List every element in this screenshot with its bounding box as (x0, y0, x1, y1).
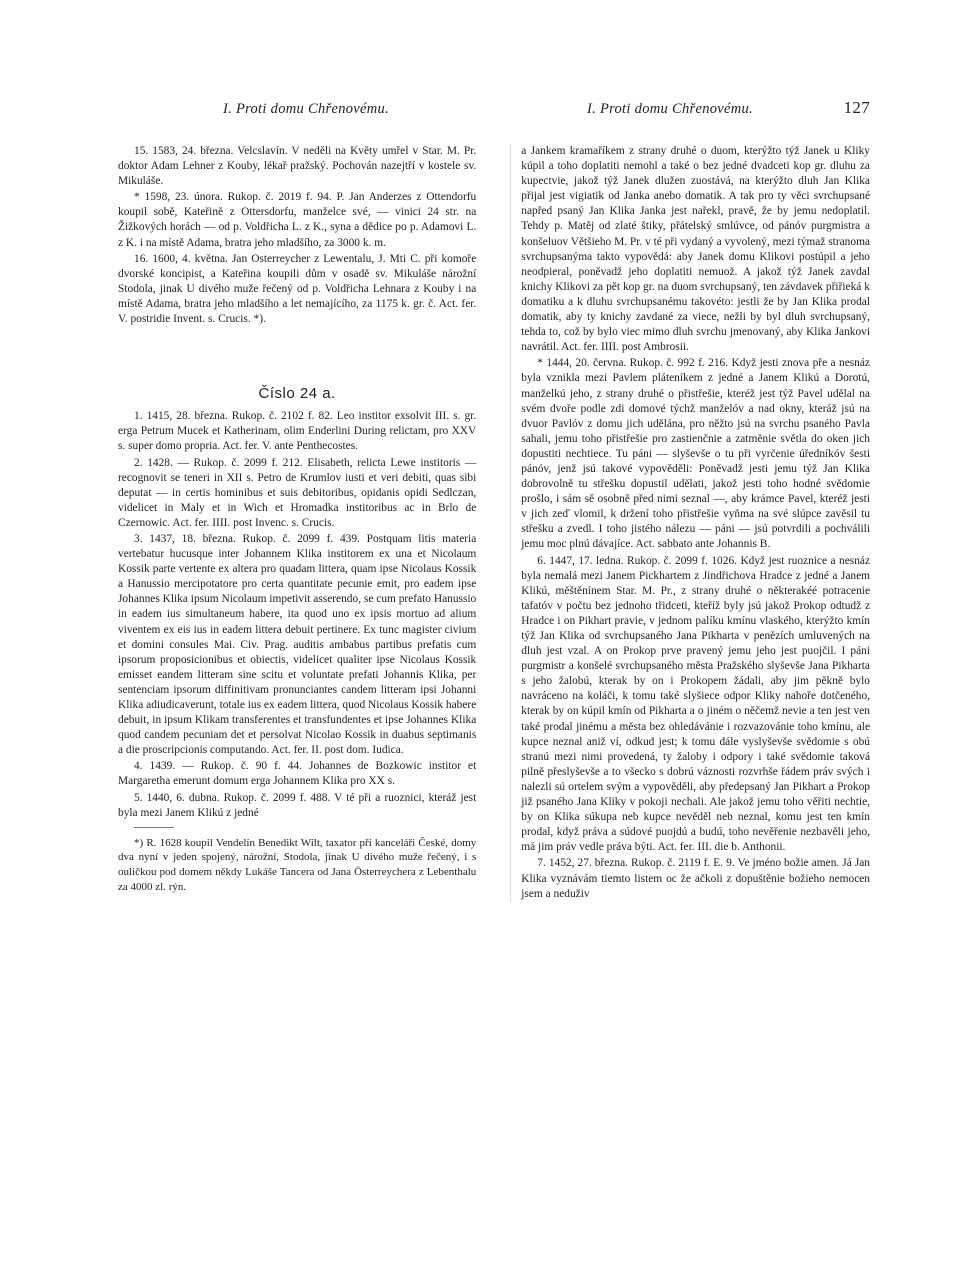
entry-5-continued: a Jankem kramaříkem z strany druhé o duom, kterýžto týž Janek u Kliky kúpil a toho doplatiti nemohl a také o bez jedné dvadceti kop gr. dluhu za kupectvie, jakož týž Janek dlužen zuostává, na kterýžto dluh Jan Klika přijal jest vigiatik od Janka anebo domatik. A tak pro ty věci svrchupsané napřed psaný Jan Klika Janka jest nařekl, pravě, že by jemu nedoplatil. Tehdy p. Matěj od zlaté štiky, přátelský smlúvce, od pánóv purgmistra a konšeluov Většieho M. Pr. v té při vydaný a vyvolený, mezi týmaž stranoma svrchupsanýma takto vypovědá: aby Janek domu Klikovi postúpil a jeho neodpieral, poněvadž jeho doplatiti nemuož. A jakož týž Janek zavdal knichy Klikovi za pět kop gr. na duom svrchupsaný, ten závdavek přiřieká k domatiku a k dluhu svrchupsanému takovéto: jestli že by Jan Klika prodal domatik, aby ty knichy zavdané za viece, nežli by byl dluh svrchupsaný, tehda to, což by bylo viec mimo dluh svrchu jmenovaný, aby Klika Jankovi navrátil. Act. fer. IIII. post Ambrosii. (521, 145, 870, 354)
running-title-right: I. Proti domu Chřenovému. (586, 101, 754, 117)
entry-3: 3. 1437, 18. března. Rukop. č. 2099 f. 439. Postquam litis materia vertebatur hucusque inter Johannem Klika institorem ex una et Nicolaum Kossik parte vertente ex altera pro quadam littera, quam ipse Nicolaus Kossik a Hanussio mercipotatore pro certa quantitate pecunie emit, pro eadem ipse Johannes Klika ipsum Nicolaum impetivit asserendo, se cum prefato Hanussio in eadem ius simultaneum habere, ita quod uno ex ipsis mortuo ad alium viventem ex eis ius in eadem littera debuit pertinere. Ex tunc magister civium et domini consules Mai. Civ. Prag. auditis ambabus partibus prefatis cum ipsorum proposicionibus et obiectis, videlicet qualiter ipse Nicolaus Kossik emisset eandem litteram sine scitu et voluntate prefati Johannis Klika, per sentenciam ipsorum diffinitivam pronunciantes candem litteram ipsi Johanni Klika adiudicaverunt, totale ius ex eadem littera, quod Nicolaus Kossik habere debuit, in ipsum Klikam transferentes et transfundentes et ipse Johannes Klika quod candem pecuniam det et persolvat Nicolao Kossik in duabus septimanis a die proscripcionis computando. Act. fer. II. post dom. Iudica. (118, 532, 477, 757)
left-column (118, 144, 476, 1254)
entry-2: 2. 1428. — Rukop. č. 2099 f. 212. Elisabeth, relicta Lewe institoris — recognovit se teneri in XII s. Petro de Krumlov iusti et veri debiti, quas sibi deputat — in certis hominibus et suis debitoribus, opidanis opidi Sedlczan, videlicet in Maly et in Wich et Hromadka institoribus ac in Brlo de Czernowic. Act. fer. IIII. post Invenc. s. Crucis. (118, 456, 477, 529)
entry-16: 16. 1600, 4. května. Jan Osterreycher z Lewentalu, J. Mti C. při komoře dvorské koncipist, a Kateřina koupili dům v osadě sv. Mikuláše nárožní Stodola, jinak U divého muže řečený od p. Voldřicha Lehnara z Kouby i na místě Adama, bratra jeho mladšího a let nemajícího, za 1175 k. gr. č. Act. fer. V. postridie Invent. s. Crucis. *). (118, 252, 477, 326)
page-number: 127 (843, 98, 870, 117)
entry-4: 4. 1439. — Rukop. č. 90 f. 44. Johannes de Bozkowic institor et Margaretha emerunt domum erga Johannem Klika pro XX s. (118, 760, 477, 788)
entry-1598: * 1598, 23. února. Rukop. č. 2019 f. 94. P. Jan Anderzes z Ottendorfu koupil sobě, Kateřině z Ottersdorfu, manželce své, — vinici 24 str. na Žižkových horách — od p. Voldřicha L. z K., syna a dědice po p. Adamovi L. z K. i na místě Adama, bratra jeho mladšího, za 3000 k. m. (118, 191, 477, 249)
entry-6: 6. 1447, 17. ledna. Rukop. č. 2099 f. 1026. Když jest ruoznice a nesnáz byla nemalá mezi Janem Pickhartem z Jindřichova Hradce z jedné a Janem Klikú, měštěnínem Star. M. Pr., z strany druhé o některakéé potracenie tafatóv v počtu bez jednoho třidceti, kteříž byly jsú jakož Prokop odtudž z Hradce i on Pikhart pravie, v jednom palíku kmínu vlaského, kterýžto kmín týž Jan Klika od svrchupsaného Jana Pikharta v penězích umluvených na dluh jest vzal. A on Prokop prve pravený jemu jeho jest puojčil. I páni purgmistr a konšelé svrchupsaného města Pražského slyševše Jana Pikharta s jeho žalobú, kterak by on i Prokopem žádali, aby jim pěkně bylo navráceno na koláči, k tomu také slyšiece odpor Kliky nahoře dotčeného, kterak by on kúpil kmín od Pikharta a o jiném o něčemž nevie a ten jest ven také prodal jinému a města bez ohledávánie i rozvazovánie toho kmínu, ale kupce neznal aniž ví, odkud jest; k tomu dále vyslyševše svědomie s obú stranú mezi nimi provedená, ty žaloby i odpory i také svědomie taková pilně přeslyševše a to všecko s dobrú váznosti rozvrhše řádem práv svých i nalezli sú ortelem svým a vypověděli, aby předepsaný Jan Pikhart a Prokop již psaného Jana Kliky v pokoji nechali. Ale jakož jemu toho věřiti nechtie, by on Klika súkupa neb kupce nevěděl neb neznal, komu jest ten kmín prodal, když práva a súdové puojdú a budú, toho nevěřenie nezbavěli jeho, má jim práv vedle práva býti. Act. fer. III. die b. Anthonii. (521, 554, 870, 854)
entry-1: 1. 1415, 28. března. Rukop. č. 2102 f. 82. Leo institor exsolvit III. s. gr. erga Petrum Mucek et Katherinam, olim Enderlini During relictam, pro XXV s. super domo propria. Act. fer. V. ante Penthecostes. (118, 410, 477, 453)
section-title: Číslo 24 a. (258, 385, 336, 403)
entry-5: 5. 1440, 6. dubna. Rukop. č. 2099 f. 488. V té při a ruoznici, kteráž jest byla mezi Janem Klikú z jedné (118, 791, 477, 819)
running-header (118, 98, 870, 128)
right-column (510, 144, 870, 902)
entry-1444: * 1444, 20. června. Rukop. č. 992 f. 216. Když jesti znova pře a nesnáz byla vznikla mezi Pavlem pláteníkem z jedné a Janem Klikú a Dorotú, manželkú jeho, z strany druhé o přistřešie, kteréž jest týž Pavel udělal na svém dvoře podle zdi domové týchž manželóv a nad okny, kteráž jsú na dvuor Pavlóv z domu jich udělána, pro něžto jsú na svrchu psaného Pavla sahali, jemu toho přistřešie pro zastienčnie a zatměnie světla do oken jich dopustiti nechtiece. Tu páni — slyševše o tu při vyrčenie úředníkóv šesti pánóv, jenž jsú takové vypověděli: Poněvadž jesti jemu týž Jan Klika dobrovolně tu střešku dopustil udělati, jakož jesti toho hodné svědomie prošlo, i sám sě osobně před nimi seznal —, aby krámce Pavel, kteréž jesti v jich zeď vlomil, k držení toho přistřešie vyňma na své slúpce zavěsil tu střešku a zvedl. I toho jistého nálezu — páni — jsú potvrdili a pochválili jemu moc plnú dávajíce. Act. sabbato ante Johannis B. (521, 357, 870, 551)
footnote-text: *) R. 1628 koupil Vendelín Benedikt Wilt, taxator při kanceláři České, domy dva nyní v jeden spojený, nárožní, Stodola, jinak U divého muže řečený, i s ouličkou pod domem někdy Lukáše Tancera od Jana Österreychera z Lebenthalu za 4000 zl. rýn. (118, 836, 477, 893)
text-columns (118, 144, 870, 1254)
footnote (118, 836, 476, 894)
entry-15: 15. 1583, 24. března. Velcslavín. V neděli na Květy umřel v Star. M. Pr. doktor Adam Lehner z Kouby, lékař pražský. Pochován nazejtří v kostele sv. Mikuláše. (118, 145, 477, 188)
entry-7: 7. 1452, 27. března. Rukop. č. 2119 f. E. 9. Ve jméno božie amen. Já Jan Klika vyznávám tiemto listem oc že ačkoli z dopuštěnie božieho nemocen jsem a neduživ (521, 857, 870, 900)
running-title-left: I. Proti domu Chřenovému. (222, 101, 390, 117)
footnote-divider (134, 827, 174, 828)
